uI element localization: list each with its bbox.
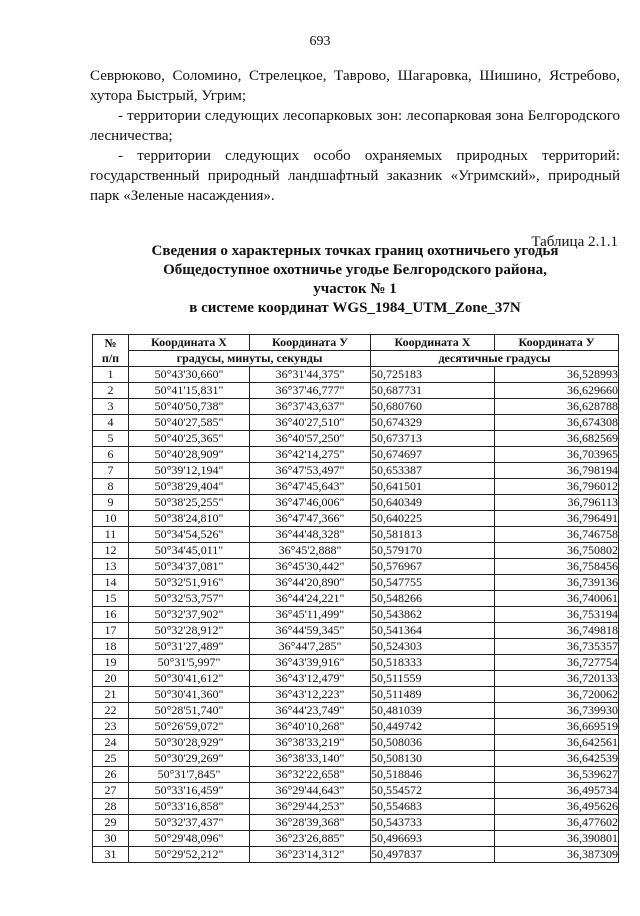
cell-x-dms: 50°29'52,212" <box>129 847 250 863</box>
cell-x-dms: 50°43'30,660" <box>129 367 250 383</box>
cell-x-dms: 50°38'29,404" <box>129 479 250 495</box>
cell-y-dms: 36°43'12,223" <box>250 687 371 703</box>
table-row <box>93 495 619 511</box>
cell-y-decimal: 36,387309 <box>495 847 619 863</box>
cell-y-dms: 36°38'33,140" <box>250 751 371 767</box>
cell-row-number: 30 <box>93 831 129 847</box>
cell-y-decimal: 36,528993 <box>495 367 619 383</box>
table-row <box>93 431 619 447</box>
table-row <box>93 511 619 527</box>
cell-y-dms: 36°44'48,328" <box>250 527 371 543</box>
header-coord-x-dms: Координата X <box>129 335 250 351</box>
table-row <box>93 623 619 639</box>
cell-y-decimal: 36,753194 <box>495 607 619 623</box>
cell-x-decimal: 50,579170 <box>371 543 495 559</box>
cell-x-dms: 50°40'25,365" <box>129 431 250 447</box>
table-row <box>93 607 619 623</box>
cell-y-dms: 36°37'43,637" <box>250 399 371 415</box>
cell-y-decimal: 36,720133 <box>495 671 619 687</box>
cell-x-decimal: 50,725183 <box>371 367 495 383</box>
header-coord-x-decimal: Координата X <box>371 335 495 351</box>
cell-x-decimal: 50,547755 <box>371 575 495 591</box>
cell-y-dms: 36°23'14,312" <box>250 847 371 863</box>
cell-row-number: 1 <box>93 367 129 383</box>
table-row <box>93 367 619 383</box>
cell-x-dms: 50°32'53,757" <box>129 591 250 607</box>
cell-x-dms: 50°32'28,912" <box>129 623 250 639</box>
cell-x-decimal: 50,496693 <box>371 831 495 847</box>
table-title-line-4: в системе координат WGS_1984_UTM_Zone_37N <box>189 300 521 316</box>
cell-y-decimal: 36,703965 <box>495 447 619 463</box>
cell-row-number: 21 <box>93 687 129 703</box>
cell-x-dms: 50°39'12,194" <box>129 463 250 479</box>
cell-y-dms: 36°28'39,368" <box>250 815 371 831</box>
cell-x-decimal: 50,581813 <box>371 527 495 543</box>
cell-y-dms: 36°42'14,275" <box>250 447 371 463</box>
cell-x-decimal: 50,524303 <box>371 639 495 655</box>
table-title-line-1: Сведения о характерных точках границ охотничьего угодья <box>151 243 559 259</box>
cell-y-decimal: 36,796012 <box>495 479 619 495</box>
cell-y-decimal: 36,477602 <box>495 815 619 831</box>
cell-y-decimal: 36,674308 <box>495 415 619 431</box>
cell-x-decimal: 50,687731 <box>371 383 495 399</box>
cell-y-dms: 36°40'10,268" <box>250 719 371 735</box>
cell-y-dms: 36°47'45,643" <box>250 479 371 495</box>
table-row <box>93 479 619 495</box>
body-paragraph-protected-areas: - территории следующих особо охраняемых природных территорий: государственный природный ландшафтный заказник «Угримский», природный парк «Зеленые насаждения». <box>90 148 620 204</box>
header-unit-dms: градусы, минуты, секунды <box>129 351 371 367</box>
cell-y-decimal: 36,749818 <box>495 623 619 639</box>
cell-x-dms: 50°32'51,916" <box>129 575 250 591</box>
cell-row-number: 6 <box>93 447 129 463</box>
cell-row-number: 29 <box>93 815 129 831</box>
cell-x-dms: 50°38'24,810" <box>129 511 250 527</box>
cell-x-decimal: 50,640225 <box>371 511 495 527</box>
cell-row-number: 2 <box>93 383 129 399</box>
cell-x-dms: 50°30'41,360" <box>129 687 250 703</box>
table-row <box>93 639 619 655</box>
cell-x-dms: 50°38'25,255" <box>129 495 250 511</box>
table-row <box>93 735 619 751</box>
table-row <box>93 399 619 415</box>
page-number: 693 <box>309 34 331 49</box>
cell-y-dms: 36°40'57,250" <box>250 431 371 447</box>
cell-row-number: 15 <box>93 591 129 607</box>
cell-y-decimal: 36,740061 <box>495 591 619 607</box>
cell-row-number: 27 <box>93 783 129 799</box>
cell-y-decimal: 36,727754 <box>495 655 619 671</box>
cell-x-dms: 50°31'27,489" <box>129 639 250 655</box>
cell-x-dms: 50°28'51,740" <box>129 703 250 719</box>
table-row <box>93 575 619 591</box>
cell-y-decimal: 36,495626 <box>495 799 619 815</box>
cell-x-dms: 50°33'16,459" <box>129 783 250 799</box>
cell-x-dms: 50°31'7,845" <box>129 767 250 783</box>
cell-x-dms: 50°33'16,858" <box>129 799 250 815</box>
cell-y-decimal: 36,539627 <box>495 767 619 783</box>
table-row <box>93 655 619 671</box>
cell-y-decimal: 36,682569 <box>495 431 619 447</box>
cell-y-dms: 36°45'30,442" <box>250 559 371 575</box>
table-row <box>93 687 619 703</box>
table-row <box>93 415 619 431</box>
table-row <box>93 559 619 575</box>
cell-x-decimal: 50,497837 <box>371 847 495 863</box>
cell-x-dms: 50°40'28,909" <box>129 447 250 463</box>
cell-x-dms: 50°32'37,902" <box>129 607 250 623</box>
cell-row-number: 14 <box>93 575 129 591</box>
table-row <box>93 815 619 831</box>
body-paragraph-forest-park-zones: - территории следующих лесопарковых зон: лесопарковая зона Белгородского лесничества; <box>90 108 620 144</box>
cell-y-decimal: 36,735357 <box>495 639 619 655</box>
cell-row-number: 9 <box>93 495 129 511</box>
cell-y-decimal: 36,642539 <box>495 751 619 767</box>
cell-row-number: 4 <box>93 415 129 431</box>
cell-x-decimal: 50,554683 <box>371 799 495 815</box>
cell-row-number: 7 <box>93 463 129 479</box>
cell-x-decimal: 50,511489 <box>371 687 495 703</box>
cell-y-dms: 36°23'26,885" <box>250 831 371 847</box>
cell-x-decimal: 50,641501 <box>371 479 495 495</box>
table-row <box>93 783 619 799</box>
cell-y-decimal: 36,796491 <box>495 511 619 527</box>
cell-x-decimal: 50,518333 <box>371 655 495 671</box>
cell-x-dms: 50°29'48,096" <box>129 831 250 847</box>
cell-x-decimal: 50,508130 <box>371 751 495 767</box>
table-title <box>90 242 620 318</box>
table-row <box>93 719 619 735</box>
cell-row-number: 8 <box>93 479 129 495</box>
header-coord-y-decimal: Координата У <box>495 335 619 351</box>
cell-x-dms: 50°32'37,437" <box>129 815 250 831</box>
cell-x-dms: 50°30'28,929" <box>129 735 250 751</box>
cell-x-decimal: 50,673713 <box>371 431 495 447</box>
cell-y-dms: 36°47'47,366" <box>250 511 371 527</box>
cell-y-dms: 36°44'23,749" <box>250 703 371 719</box>
cell-y-dms: 36°44'7,285" <box>250 639 371 655</box>
cell-x-decimal: 50,674329 <box>371 415 495 431</box>
cell-row-number: 11 <box>93 527 129 543</box>
cell-x-dms: 50°40'27,585" <box>129 415 250 431</box>
cell-row-number: 24 <box>93 735 129 751</box>
cell-x-dms: 50°31'5,997" <box>129 655 250 671</box>
cell-x-decimal: 50,449742 <box>371 719 495 735</box>
cell-y-decimal: 36,628788 <box>495 399 619 415</box>
cell-row-number: 10 <box>93 511 129 527</box>
table-row <box>93 383 619 399</box>
cell-y-dms: 36°44'59,345" <box>250 623 371 639</box>
cell-x-decimal: 50,653387 <box>371 463 495 479</box>
table-row <box>93 751 619 767</box>
cell-y-decimal: 36,798194 <box>495 463 619 479</box>
header-coord-y-dms: Координата У <box>250 335 371 351</box>
table-row <box>93 703 619 719</box>
cell-y-dms: 36°45'11,499" <box>250 607 371 623</box>
cell-x-decimal: 50,640349 <box>371 495 495 511</box>
cell-x-dms: 50°30'29,269" <box>129 751 250 767</box>
cell-y-decimal: 36,739136 <box>495 575 619 591</box>
cell-y-dms: 36°29'44,643" <box>250 783 371 799</box>
table-row <box>93 527 619 543</box>
cell-x-dms: 50°34'54,526" <box>129 527 250 543</box>
cell-y-decimal: 36,750802 <box>495 543 619 559</box>
cell-x-dms: 50°34'37,081" <box>129 559 250 575</box>
cell-row-number: 26 <box>93 767 129 783</box>
cell-row-number: 23 <box>93 719 129 735</box>
cell-y-decimal: 36,746758 <box>495 527 619 543</box>
cell-y-decimal: 36,720062 <box>495 687 619 703</box>
table-row <box>93 767 619 783</box>
cell-y-decimal: 36,758456 <box>495 559 619 575</box>
cell-row-number: 16 <box>93 607 129 623</box>
cell-x-dms: 50°34'45,011" <box>129 543 250 559</box>
table-row <box>93 447 619 463</box>
cell-y-decimal: 36,796113 <box>495 495 619 511</box>
cell-y-decimal: 36,495734 <box>495 783 619 799</box>
cell-y-decimal: 36,390801 <box>495 831 619 847</box>
table-row <box>93 831 619 847</box>
header-unit-decimal: десятичные градусы <box>371 351 619 367</box>
cell-row-number: 20 <box>93 671 129 687</box>
table-row <box>93 847 619 863</box>
cell-x-dms: 50°26'59,072" <box>129 719 250 735</box>
cell-x-decimal: 50,541364 <box>371 623 495 639</box>
cell-row-number: 18 <box>93 639 129 655</box>
header-row-number: № п/п <box>93 335 129 367</box>
cell-y-dms: 36°43'39,916" <box>250 655 371 671</box>
body-paragraph-settlements: Севрюково, Соломино, Стрелецкое, Таврово, Шагаровка, Шишино, Ястребово, хутора Быстрый, Угрим; <box>90 68 620 104</box>
cell-x-decimal: 50,548266 <box>371 591 495 607</box>
table-row <box>93 799 619 815</box>
coordinates-table <box>92 334 619 863</box>
cell-y-dms: 36°45'2,888" <box>250 543 371 559</box>
cell-y-decimal: 36,669519 <box>495 719 619 735</box>
cell-row-number: 22 <box>93 703 129 719</box>
cell-y-dms: 36°43'12,479" <box>250 671 371 687</box>
cell-x-decimal: 50,674697 <box>371 447 495 463</box>
cell-y-dms: 36°38'33,219" <box>250 735 371 751</box>
cell-x-dms: 50°40'50,738" <box>129 399 250 415</box>
cell-y-decimal: 36,629660 <box>495 383 619 399</box>
cell-y-dms: 36°44'20,890" <box>250 575 371 591</box>
cell-x-dms: 50°41'15,831" <box>129 383 250 399</box>
cell-y-decimal: 36,739930 <box>495 703 619 719</box>
cell-row-number: 3 <box>93 399 129 415</box>
cell-row-number: 12 <box>93 543 129 559</box>
cell-row-number: 13 <box>93 559 129 575</box>
cell-y-dms: 36°44'24,221" <box>250 591 371 607</box>
cell-y-dms: 36°40'27,510" <box>250 415 371 431</box>
table-label: Таблица 2.1.1 <box>531 234 618 250</box>
cell-x-decimal: 50,543733 <box>371 815 495 831</box>
cell-row-number: 25 <box>93 751 129 767</box>
cell-x-decimal: 50,508036 <box>371 735 495 751</box>
cell-x-decimal: 50,518846 <box>371 767 495 783</box>
cell-y-dms: 36°32'22,658" <box>250 767 371 783</box>
table-row <box>93 543 619 559</box>
cell-row-number: 5 <box>93 431 129 447</box>
cell-x-decimal: 50,680760 <box>371 399 495 415</box>
table-row <box>93 671 619 687</box>
table-title-line-2: Общедоступное охотничье угодье Белгородского района, <box>163 262 547 278</box>
cell-y-dms: 36°29'44,253" <box>250 799 371 815</box>
cell-x-decimal: 50,576967 <box>371 559 495 575</box>
cell-y-dms: 36°31'44,375" <box>250 367 371 383</box>
table-row <box>93 591 619 607</box>
cell-row-number: 31 <box>93 847 129 863</box>
cell-y-dms: 36°47'46,006" <box>250 495 371 511</box>
cell-y-decimal: 36,642561 <box>495 735 619 751</box>
cell-x-decimal: 50,543862 <box>371 607 495 623</box>
table-row <box>93 463 619 479</box>
cell-row-number: 17 <box>93 623 129 639</box>
cell-x-decimal: 50,481039 <box>371 703 495 719</box>
cell-x-decimal: 50,511559 <box>371 671 495 687</box>
cell-x-decimal: 50,554572 <box>371 783 495 799</box>
cell-row-number: 19 <box>93 655 129 671</box>
cell-row-number: 28 <box>93 799 129 815</box>
cell-x-dms: 50°30'41,612" <box>129 671 250 687</box>
cell-y-dms: 36°47'53,497" <box>250 463 371 479</box>
table-title-line-3: участок № 1 <box>313 281 397 297</box>
cell-y-dms: 36°37'46,777" <box>250 383 371 399</box>
